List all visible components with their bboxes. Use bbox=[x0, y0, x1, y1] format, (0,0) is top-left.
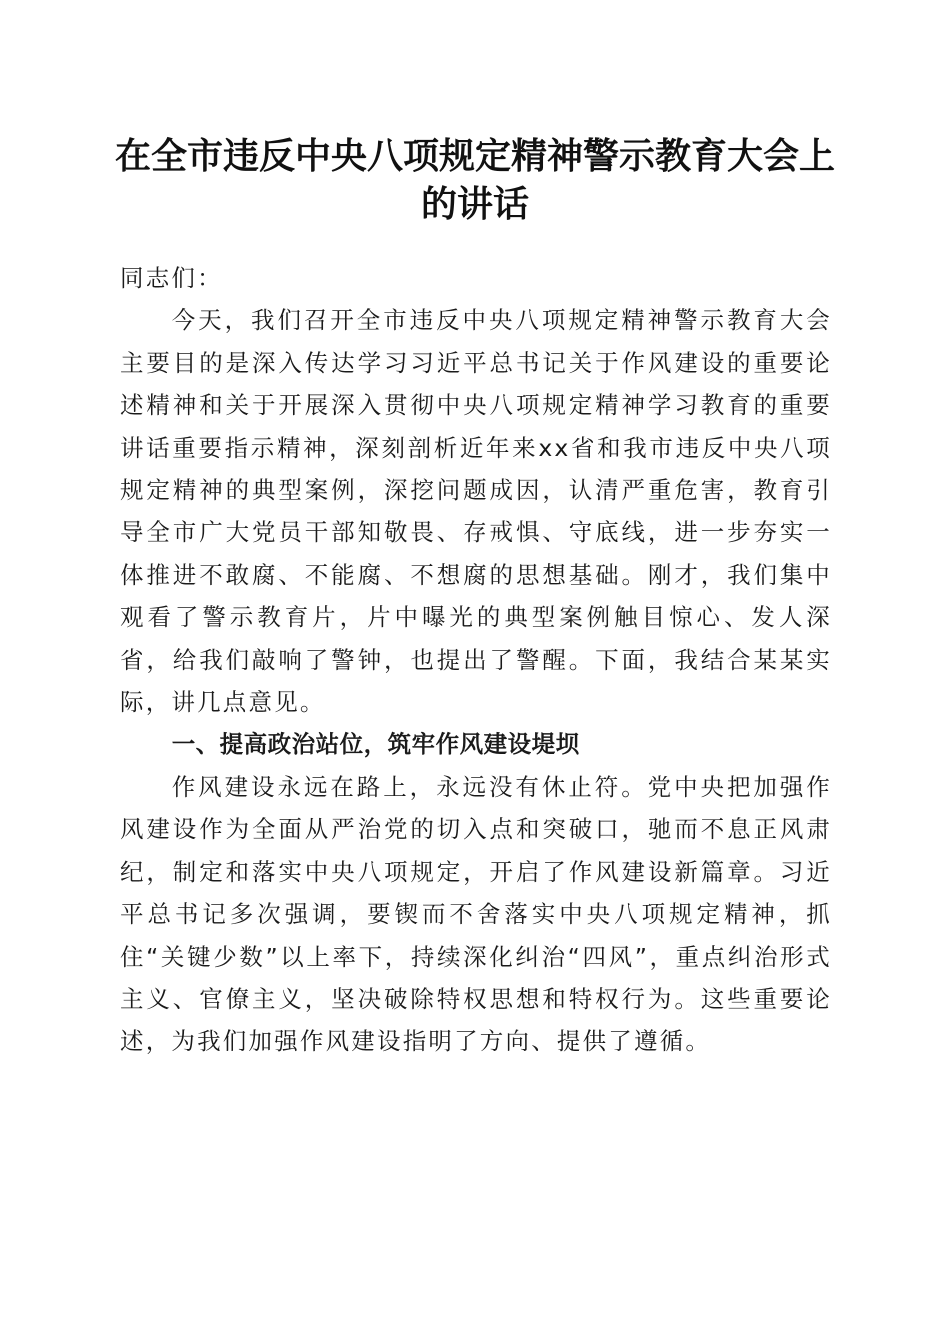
section-paragraph: 作风建设永远在路上，永远没有休止符。党中央把加强作风建设作为全面从严治党的切入点和突破口，驰而不息正风肃纪，制定和落实中央八项规定，开启了作风建设新篇章。习近平总书记多次强调，要锲而不舍落实中央八项规定精神，抓住“关键少数”以上率下，持续深化纠治“四风”，重点纠治形式主义、官僚主义，坚决破除特权思想和特权行为。这些重要论述，为我们加强作风建设指明了方向、提供了遵循。 bbox=[120, 772, 832, 1056]
salutation: 同志们： bbox=[120, 264, 223, 292]
document-title: 在全市违反中央八项规定精神警示教育大会上的讲话 bbox=[114, 135, 835, 225]
document-body bbox=[120, 257, 832, 1063]
intro-paragraph: 今天，我们召开全市违反中央八项规定精神警示教育大会主要目的是深入传达学习习近平总书记关于作风建设的重要论述精神和关于开展深入贯彻中央八项规定精神学习教育的重要讲话重要指示精神，深刻剖析近年来xx省和我市违反中央八项规定精神的典型案例，深挖问题成因，认清严重危害，教育引导全市广大党员干部知敬畏、存戒惧、守底线，进一步夯实一体推进不敢腐、不能腐、不想腐的思想基础。刚才，我们集中观看了警示教育片，片中曝光的典型案例触目惊心、发人深省，给我们敲响了警钟，也提出了警醒。下面，我结合某某实际，讲几点意见。 bbox=[120, 306, 832, 717]
section-heading: 一、提高政治站位，筑牢作风建设堤坝 bbox=[171, 730, 580, 759]
